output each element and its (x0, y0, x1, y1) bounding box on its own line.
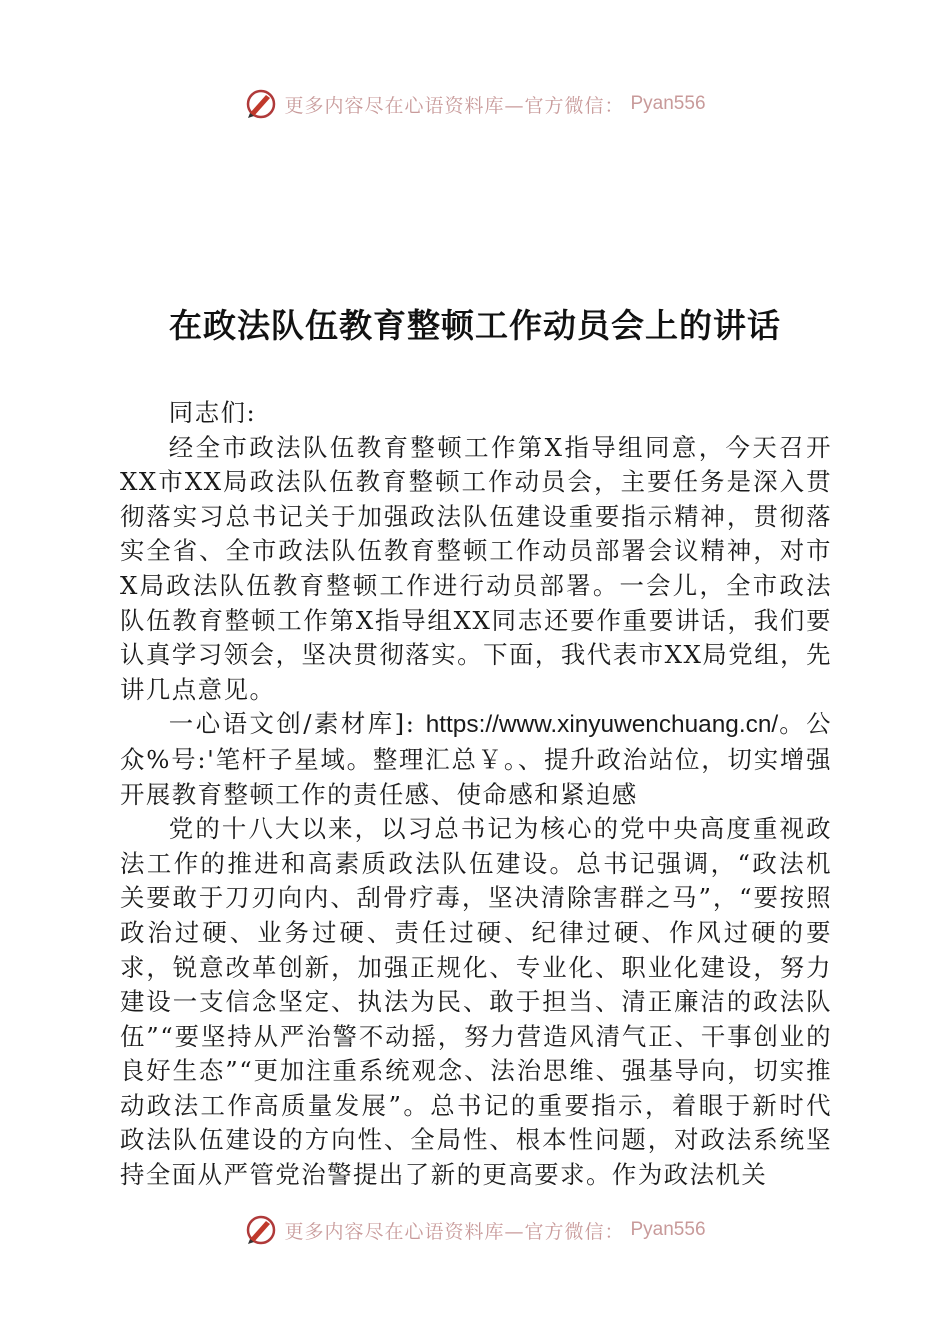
paragraph-section-heading (120, 707, 832, 812)
paragraph-body: 党的十八大以来，以习总书记为核心的党中央高度重视政法工作的推进和高素质政法队伍建设。总书记强调，“政法机关要敢于刀刃向内、刮骨疗毒，坚决清除害群之马”，“要按照政治过硬、业务过硬、责任过硬、纪律过硬、作风过硬的要求，锐意改革创新，加强正规化、专业化、职业化建设，努力建设一支信念坚定、执法为民、敢于担当、清正廉洁的政法队伍”“要坚持从严治警不动摇，努力营造风清气正、干事创业的良好生态”“更加注重系统观念、法治思维、强基导向，切实推动政法工作高质量发展”。总书记的重要指示，着眼于新时代政法队伍建设的方向性、全局性、根本性问题，对政法系统坚持全面从严管党治警提出了新的更高要求。作为政法机关 (120, 814, 832, 1190)
header-watermark (0, 84, 950, 124)
watermark-id: Pyan556 (630, 1219, 706, 1240)
paragraph-intro: 经全市政法队伍教育整顿工作第X指导组同意，今天召开XX市XX局政法队伍教育整顿工作动员会，主要任务是深入贯彻落实习总书记关于加强政法队伍建设重要指示精神，贯彻落实全省、全市政法队伍教育整顿工作动员部署会议精神，对市X局政法队伍教育整顿工作进行动员部署。一会儿，全市政法队伍教育整顿工作第X指导组XX同志还要作重要讲话，我们要认真学习领会，坚决贯彻落实。下面，我代表市XX局党组，先讲几点意见。 (120, 432, 832, 704)
document-title: 在政法队伍教育整顿工作动员会上的讲话 (169, 306, 781, 345)
paragraph-url: https://www.xinyuwenchuang.cn/ (425, 711, 779, 739)
watermark-text: 更多内容尽在心语资料库—官方微信： (284, 1220, 625, 1243)
pen-circle-logo-icon (244, 87, 278, 121)
footer-watermark (0, 1210, 950, 1250)
watermark-id: Pyan556 (630, 93, 706, 114)
pen-circle-logo-icon (244, 1213, 278, 1247)
paragraph-prefix: 一心语文创/素材库]: (168, 709, 416, 739)
paragraph-suffix: 。公众%号:'笔杆子星域。整理汇总￥。、提升政治站位，切实增强开展教育整顿工作的责任感、使命感和紧迫感 (120, 709, 832, 809)
watermark-text: 更多内容尽在心语资料库—官方微信： (284, 94, 625, 117)
greeting: 同志们: (168, 398, 257, 427)
document-body (120, 396, 832, 1193)
